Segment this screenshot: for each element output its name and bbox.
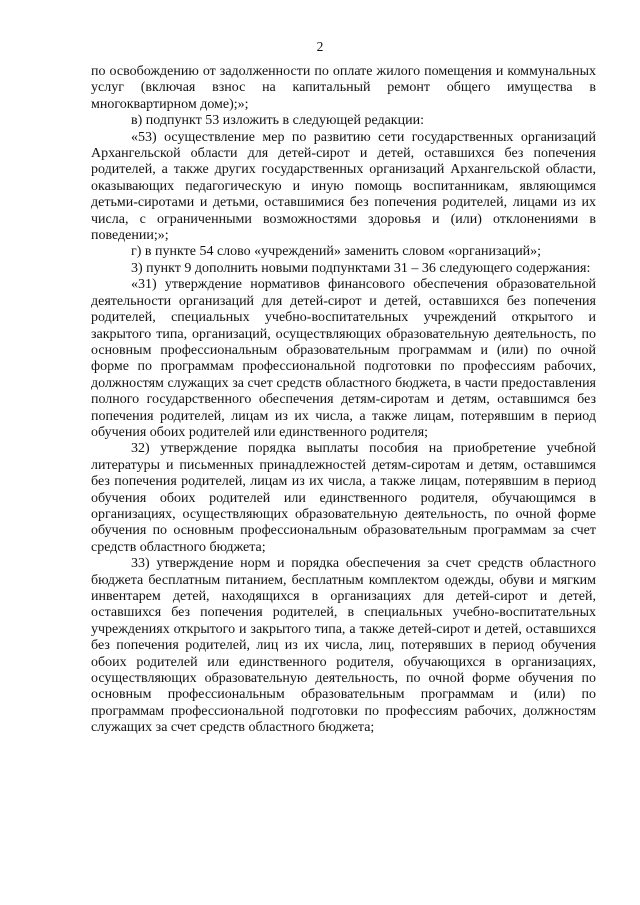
paragraph-continuation: по освобождению от задолженности по оплате жилого помещения и коммунальных услуг (включая взнос на капитальный ремонт общего имущества в многоквартирном доме);»; <box>91 64 596 112</box>
paragraph-item-31: «31) утверждение нормативов финансового обеспечения образовательной деятельности организаций для детей-сирот и детей, оставшихся без попечения родителей, специальных учебно-воспитательных учреждений открытого и закрытого типа, организаций, осуществляющих образовательную деятельность, по основным профессиональным образовательным программам и (или) по очной форме по программам профессиональной подготовки по профессиям рабочих, должностям служащих за счет средств областного бюджета, в части предоставления полного государственного обеспечения детям-сиротам и детям, оставшимся без попечения родителей, лицам из их числа, а также лицам, потерявшим в период обучения обоих родителей или единственного родителя; <box>91 277 596 440</box>
page-number: 2 <box>316 39 324 54</box>
paragraph-item-32: 32) утверждение порядка выплаты пособия на приобретение учебной литературы и письменных принадлежностей детям-сиротам и детям, оставшимся без попечения родителей, лицам из их числа, а также лицам, потерявшим в период обучения обоих родителей или единственного родителя, обучающимся в организациях, осуществляющих образовательную деятельность, по очной форме обучения по основным профессиональным образовательным программам за счет средств областного бюджета; <box>91 441 596 555</box>
paragraph-subitem-v: в) подпункт 53 изложить в следующей редакции: <box>131 113 424 129</box>
paragraph-item-3: 3) пункт 9 дополнить новыми подпунктами 31 – 36 следующего содержания: <box>131 260 591 276</box>
paragraph-item-33: 33) утверждение норм и порядка обеспечения за счет средств областного бюджета бесплатным питанием, бесплатным комплектом одежды, обуви и мягким инвентарем детей, находящихся в организациях для детей-сирот и детей, оставшихся без попечения родителей, в специальных учебно-воспитательных учреждениях открытого и закрытого типа, а также детей-сирот и детей, оставшихся без попечения родителей, лиц из их числа, лиц, потерявших в период обучения обоих родителей или единственного родителя, обучающихся в организациях, осуществляющих образовательную деятельность, по очной форме обучения по основным профессиональным образовательным программам и (или) по программам профессиональной подготовки по профессиям рабочих, должностям служащих за счет средств областного бюджета; <box>91 556 596 736</box>
paragraph-item-53: «53) осуществление мер по развитию сети государственных организаций Архангельской области для детей-сирот и детей, оставшихся без попечения родителей, а также других государственных организаций Архангельской области, оказывающих педагогическую и иную помощь воспитанникам, являющимся детьми-сиротами и детьми, оставшимися без попечения родителей, лицами из их числа, с ограниченными возможностями здоровья и (или) отклонениями в поведении;»; <box>91 129 596 244</box>
document-body <box>91 64 596 737</box>
paragraph-subitem-g: г) в пункте 54 слово «учреждений» заменить словом «организаций»; <box>131 244 542 260</box>
